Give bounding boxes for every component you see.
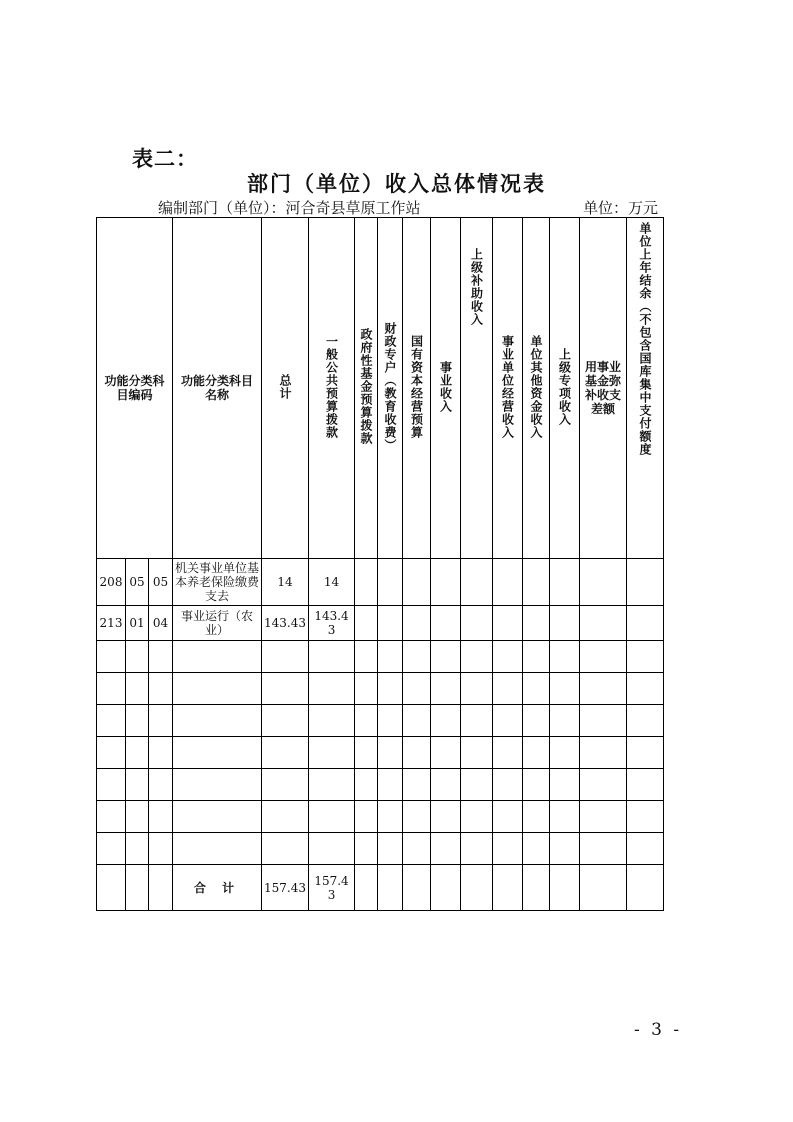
total-cell: 143.43: [262, 606, 309, 641]
header-superior-subsidy: 上级补助收入: [461, 218, 493, 559]
header-business-income: 事业收入: [431, 218, 461, 559]
header-other-income: 单位其他资金收入: [523, 218, 550, 559]
header-general-budget: 一般公共预算拨款: [309, 218, 355, 559]
code-item-cell: 01: [126, 606, 149, 641]
grand-general-budget-cell: 157.43: [309, 865, 355, 911]
table-row-empty: [97, 673, 664, 705]
header-fiscal-special: 财政专户（教育收费）: [378, 218, 403, 559]
total-row: [97, 865, 664, 911]
header-gov-fund: 政府性基金预算拨款: [355, 218, 378, 559]
code-class-cell: 213: [97, 606, 126, 641]
table-label: 表二：: [132, 146, 198, 171]
table-row-empty: [97, 801, 664, 833]
code-sub-cell: 04: [149, 606, 173, 641]
header-affiliated-business: 事业单位经营收入: [493, 218, 523, 559]
header-state-capital: 国有资本经营预算: [403, 218, 431, 559]
general-budget-cell: 14: [309, 559, 355, 606]
income-summary-table: [96, 217, 664, 911]
code-class-cell: 208: [97, 559, 126, 606]
total-label-cell: 合 计: [173, 865, 262, 911]
general-budget-cell: 143.43: [309, 606, 355, 641]
total-cell: 14: [262, 559, 309, 606]
table-row-empty: [97, 737, 664, 769]
table-row-empty: [97, 641, 664, 673]
grand-total-cell: 157.43: [262, 865, 309, 911]
header-code: 功能分类科目编码: [97, 218, 173, 559]
header-fund-balance: 用事业基金弥补收支差额: [580, 218, 627, 559]
table-row: [97, 559, 664, 606]
header-prior-balance: 单位上年结余（不包含国库集中支付额度: [627, 218, 664, 559]
name-cell: 机关事业单位基本养老保险缴费支去: [173, 559, 262, 606]
header-row: [97, 218, 664, 559]
table-row-empty: [97, 769, 664, 801]
code-sub-cell: 05: [149, 559, 173, 606]
code-item-cell: 05: [126, 559, 149, 606]
table-row-empty: [97, 833, 664, 865]
header-name: 功能分类科目名称: [173, 218, 262, 559]
header-total: 总计: [262, 218, 309, 559]
table-row-empty: [97, 705, 664, 737]
name-cell: 事业运行（农业）: [173, 606, 262, 641]
header-superior-special: 上级专项收入: [550, 218, 580, 559]
table-row: [97, 606, 664, 641]
department-line: 编制部门（单位）：河合奇县草原工作站: [158, 199, 421, 217]
page-number: - 3 -: [634, 1020, 683, 1040]
document-title: 部门（单位）收入总体情况表: [247, 171, 546, 196]
unit-line: 单位：万元: [583, 199, 659, 217]
